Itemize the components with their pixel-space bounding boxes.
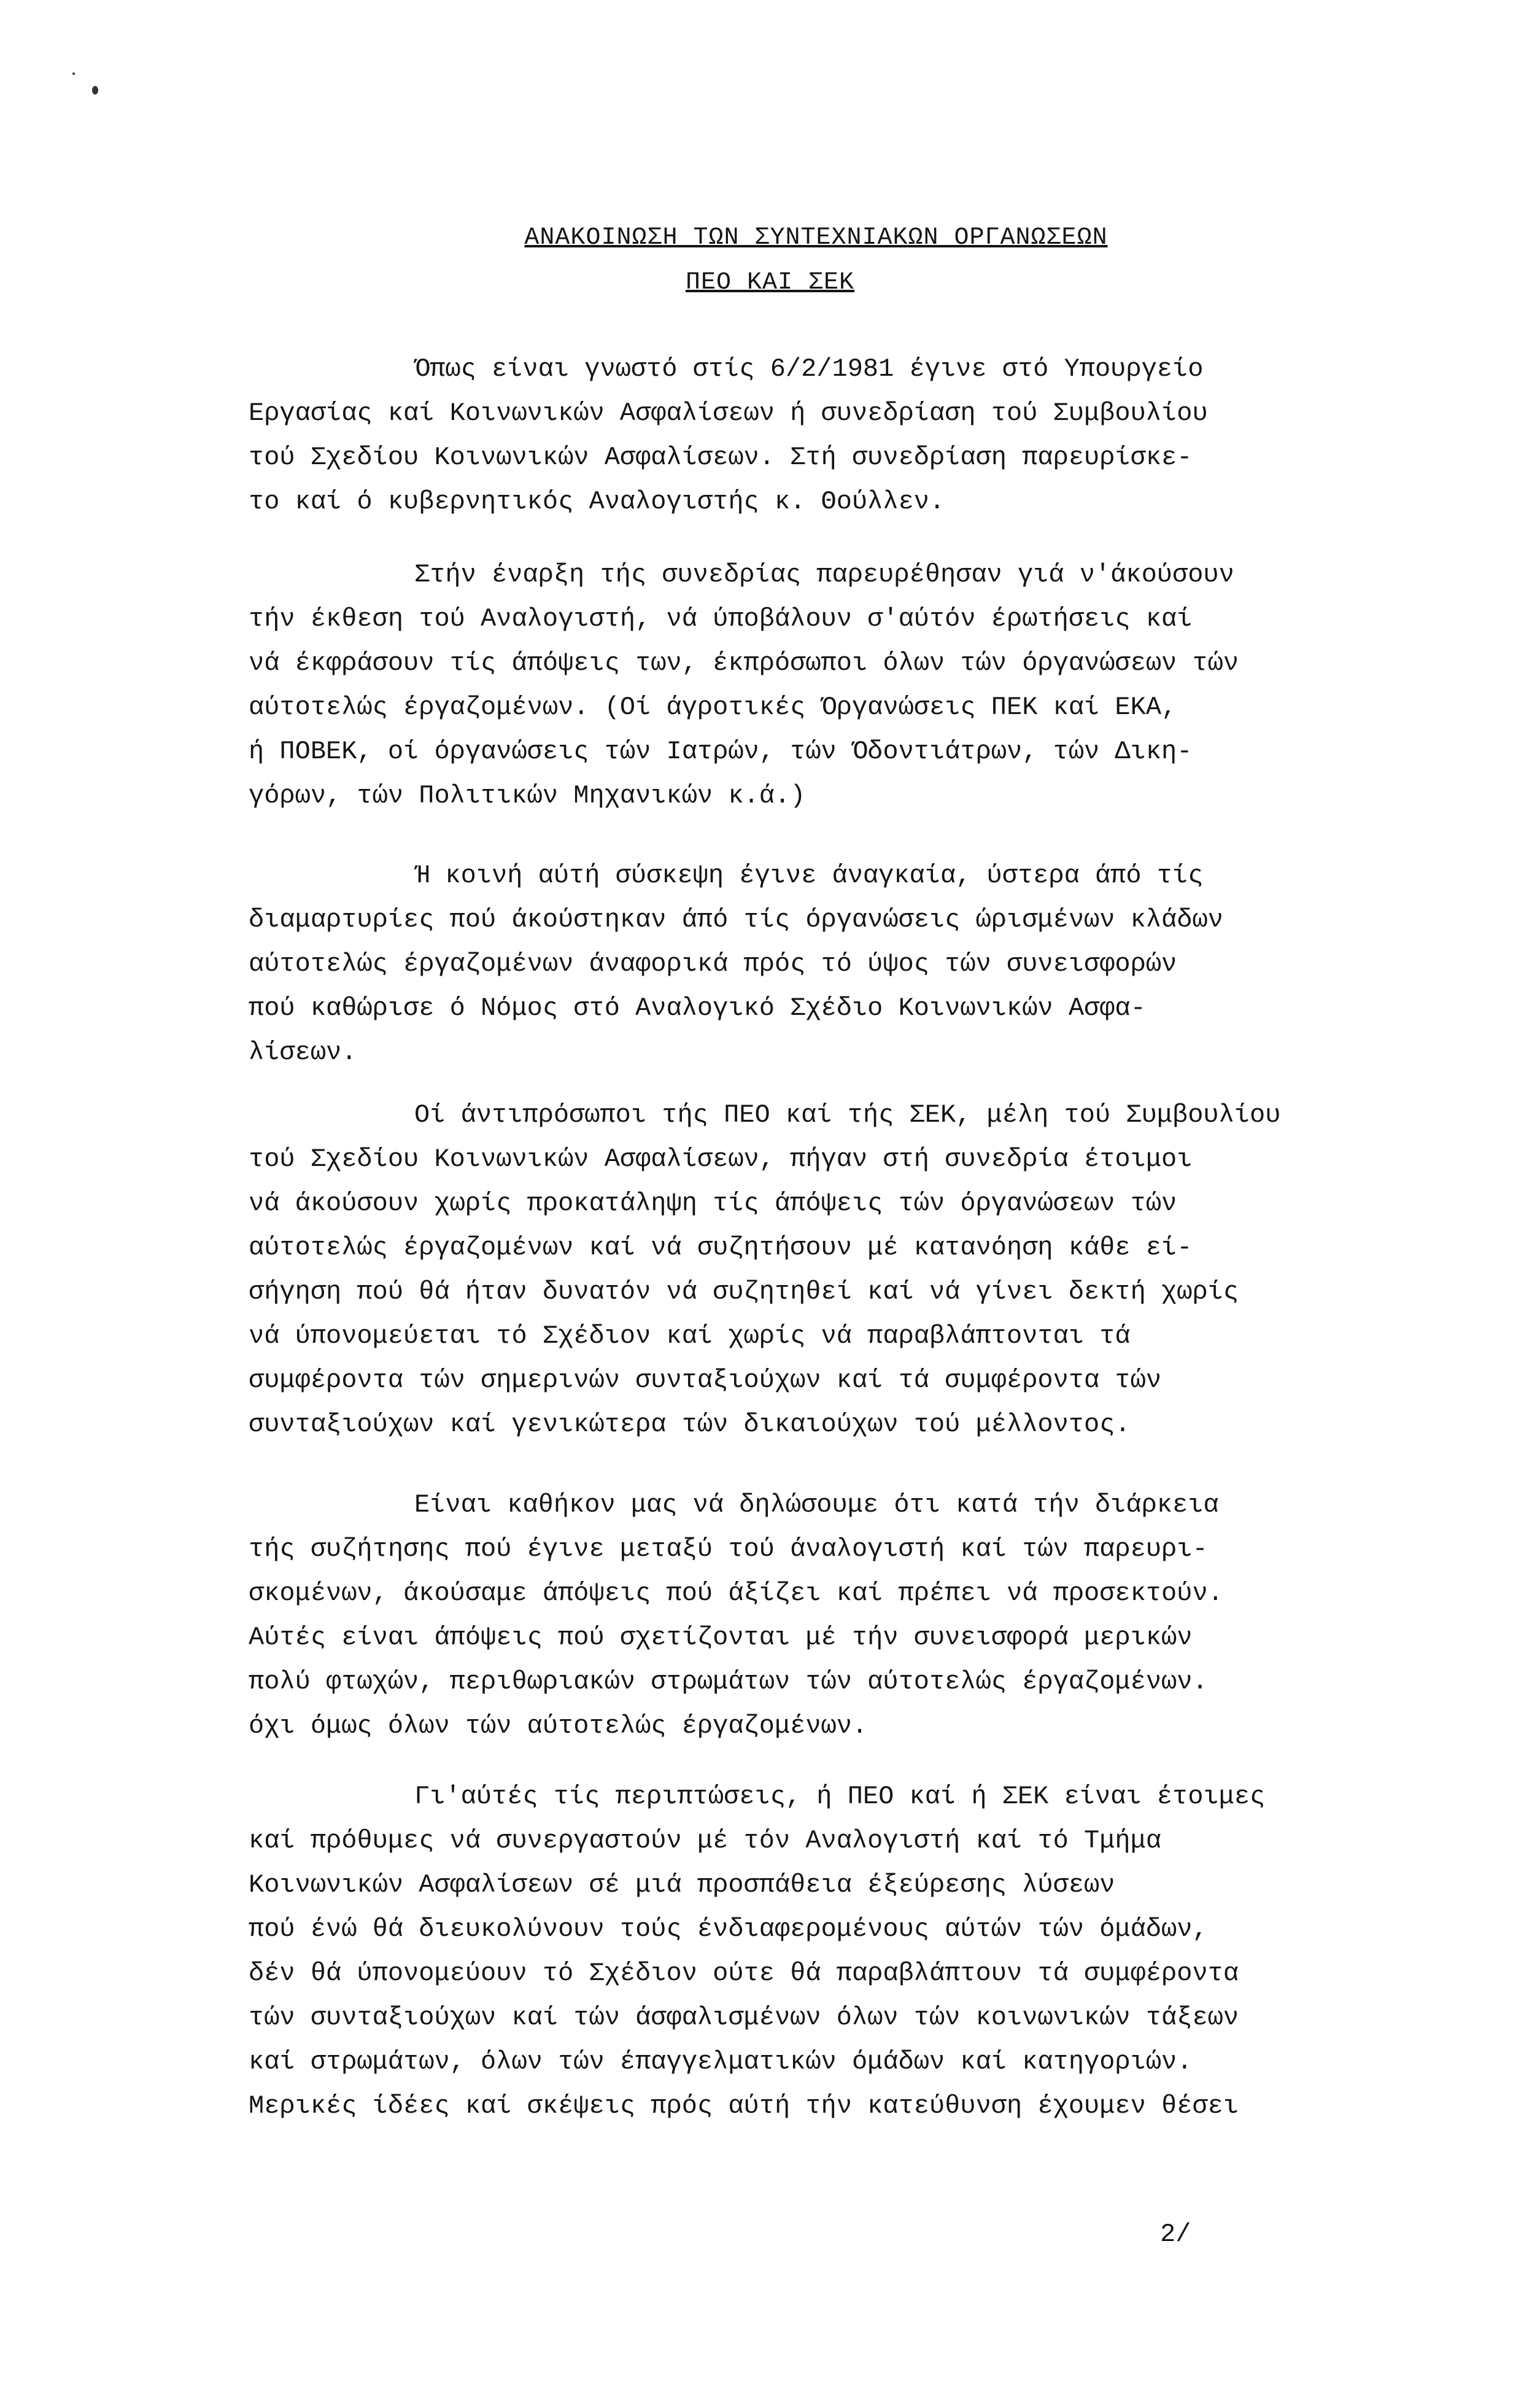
text-line: πού καθώρισε ό Νόμος στό Αναλογικό Σχέδιο Κοινωνικών Ασφα-	[249, 993, 1146, 1023]
document-subtitle: ΠΕΟ ΚΑΙ ΣΕΚ	[685, 269, 855, 297]
text-line: τών συνταξιούχων καί τών άσφαλισμένων όλων τών κοινωνικών τάξεων	[249, 2003, 1239, 2032]
text-line: τής συζήτησης πού έγινε μεταξύ τού άναλογιστή καί τών παρευρι-	[249, 1534, 1208, 1564]
text-line: νά άκούσουν χωρίς προκατάληψη τίς άπόψεις τών όργανώσεων τών	[249, 1189, 1177, 1218]
text-line: Εργασίας καί Κοινωνικών Ασφαλίσεων ή συνεδρίαση τού Συμβουλίου	[249, 398, 1208, 428]
text-line: Κοινωνικών Ασφαλίσεων σέ μιά προσπάθεια έξεύρεσης λύσεων	[249, 1870, 1115, 1900]
text-line: Μερικές ίδέες καί σκέψεις πρός αύτή τήν κατεύθυνση έχουμεν θέσει	[249, 2091, 1239, 2121]
text-line: διαμαρτυρίες πού άκούστηκαν άπό τίς όργανώσεις ώρισμένων κλάδων	[249, 905, 1223, 934]
text-line: Όπως είναι γνωστό στίς 6/2/1981 έγινε στό Υπουργείο	[414, 354, 1204, 384]
text-line: δέν θά ύπονομεύουν τό Σχέδιον ούτε θά παραβλάπτουν τά συμφέροντα	[249, 1959, 1239, 1988]
text-line: Γι'αύτές τίς περιπτώσεις, ή ΠΕΟ καί ή ΣΕΚ είναι έτοιμες	[414, 1782, 1266, 1811]
paragraph-6	[249, 1774, 1452, 2128]
text-line: σκομένων, άκούσαμε άπόψεις πού άξίζει καί πρέπει νά προσεκτούν.	[249, 1579, 1223, 1608]
text-line: αύτοτελώς έργαζομένων καί νά συζητήσουν μέ κατανόηση κάθε εί-	[249, 1233, 1193, 1262]
paragraph-4	[249, 1093, 1452, 1447]
text-line: Είναι καθήκον μας νά δηλώσουμε ότι κατά τήν διάρκεια	[414, 1490, 1219, 1520]
paragraph-2	[249, 553, 1452, 818]
paragraph-1	[249, 347, 1452, 524]
text-line: τήν έκθεση τού Αναλογιστή, νά ύποβάλουν σ'αύτόν έρωτήσεις καί	[249, 604, 1193, 634]
page-number: 2/	[1160, 2220, 1191, 2249]
text-line: λίσεων.	[249, 1038, 357, 1067]
text-line: συνταξιούχων καί γενικώτερα τών δικαιούχων τού μέλλοντος.	[249, 1410, 1131, 1439]
paragraph-3	[249, 853, 1452, 1074]
paragraph-5	[249, 1483, 1452, 1748]
text-line: πού ένώ θά διευκολύνουν τούς ένδιαφερομένους αύτών τών όμάδων,	[249, 1914, 1208, 1944]
text-line: σήγηση πού θά ήταν δυνατόν νά συζητηθεί καί νά γίνει δεκτή χωρίς	[249, 1277, 1239, 1307]
text-line: αύτοτελώς έργαζομένων άναφορικά πρός τό ύψος τών συνεισφορών	[249, 949, 1177, 979]
document-title: ΑΝΑΚΟΙΝΩΣΗ ΤΩΝ ΣΥΝΤΕΧΝΙΑΚΩΝ ΟΡΓΑΝΩΣΕΩΝ	[524, 224, 1108, 252]
scan-speck	[72, 72, 75, 75]
text-line: καί πρόθυμες νά συνεργαστούν μέ τόν Αναλογιστή καί τό Τμήμα	[249, 1826, 1162, 1855]
text-line: καί στρωμάτων, όλων τών έπαγγελματικών όμάδων καί κατηγοριών.	[249, 2047, 1193, 2076]
text-line: τού Σχεδίου Κοινωνικών Ασφαλίσεων. Στή συνεδρίαση παρευρίσκε-	[249, 443, 1193, 472]
text-line: πολύ φτωχών, περιθωριακών στρωμάτων τών αύτοτελώς έργαζομένων.	[249, 1667, 1208, 1696]
text-line: όχι όμως όλων τών αύτοτελώς έργαζομένων.	[249, 1711, 868, 1741]
text-line: τού Σχεδίου Κοινωνικών Ασφαλίσεων, πήγαν στή συνεδρία έτοιμοι	[249, 1144, 1193, 1174]
text-line: ή ΠΟΒΕΚ, οί όργανώσεις τών Ιατρών, τών Όδοντιάτρων, τών Δικη-	[249, 737, 1193, 766]
text-line: συμφέροντα τών σημερινών συνταξιούχων καί τά συμφέροντα τών	[249, 1365, 1162, 1395]
text-line: γόρων, τών Πολιτικών Μηχανικών κ.ά.)	[249, 781, 806, 810]
text-line: νά έκφράσουν τίς άπόψεις των, έκπρόσωποι όλων τών όργανώσεων τών	[249, 648, 1239, 678]
scan-speck	[92, 86, 98, 95]
text-line: αύτοτελώς έργαζομένων. (Οί άγροτικές Όργανώσεις ΠΕΚ καί ΕΚΑ,	[249, 693, 1177, 722]
text-line: Στήν έναρξη τής συνεδρίας παρευρέθησαν γιά ν'άκούσουν	[414, 560, 1234, 589]
text-line: νά ύπονομεύεται τό Σχέδιον καί χωρίς νά παραβλάπτονται τά	[249, 1321, 1131, 1351]
text-line: το καί ό κυβερνητικός Αναλογιστής κ. Θούλλεν.	[249, 487, 945, 516]
text-line: Οί άντιπρόσωποι τής ΠΕΟ καί τής ΣΕΚ, μέλη τού Συμβουλίου	[414, 1100, 1281, 1130]
text-line: Αύτές είναι άπόψεις πού σχετίζονται μέ τήν συνεισφορά μερικών	[249, 1623, 1193, 1652]
text-line: Ή κοινή αύτή σύσκεψη έγινε άναγκαία, ύστερα άπό τίς	[414, 861, 1204, 890]
